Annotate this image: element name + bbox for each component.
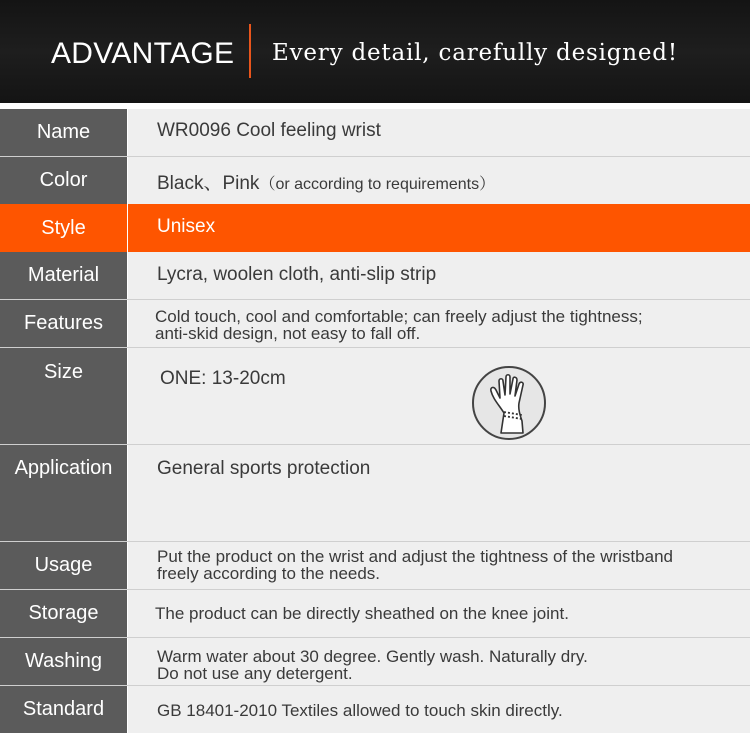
spec-value-text: Unisex [157,216,216,237]
spec-value-line: Cold touch, cool and comfortable; can freely adjust the tightness; [155,307,643,326]
spec-label [0,204,127,252]
spec-value-note: （or according to requirements） [259,176,496,193]
spec-label-text: Usage [34,554,93,576]
spec-value-text: Lycra, woolen cloth, anti-slip strip [157,264,437,285]
spec-row-color [0,157,750,204]
spec-label [0,590,127,637]
spec-value [128,348,750,444]
spec-value-line: Do not use any detergent. [157,664,353,683]
spec-value-line: anti-skid design, not easy to fall off. [155,324,421,343]
spec-value-line: Put the product on the wrist and adjust the tightness of the wristband [157,547,673,566]
spec-label [0,542,127,589]
spec-label [0,348,127,444]
spec-label [0,109,127,156]
spec-value-text: Black、Pink [157,173,260,194]
spec-value [128,157,750,204]
spec-value [128,445,750,541]
spec-value [128,300,750,347]
spec-row-features [0,300,750,347]
wrist-measure-icon [471,365,547,441]
spec-label-text: Standard [22,698,105,720]
spec-row-name [0,109,750,156]
spec-value-text: GB 18401-2010 Textiles allowed to touch skin directly. [157,701,563,720]
page-header [0,0,750,103]
spec-row-storage [0,590,750,637]
spec-label-text: Features [24,312,103,334]
spec-label-text: Name [36,121,91,143]
spec-value-text: General sports protection [157,458,371,479]
spec-row-material [0,252,750,299]
spec-label [0,300,127,347]
spec-value [128,590,750,637]
header-divider [249,24,251,78]
spec-label-text: Color [39,169,88,191]
spec-label [0,157,127,204]
spec-value [128,109,750,156]
spec-value-line: freely according to the needs. [157,564,381,583]
spec-value [128,204,750,252]
spec-value [128,638,750,685]
spec-label-text: Size [44,361,83,383]
spec-value [128,252,750,299]
page-tagline: Every detail, carefully designed! [272,40,678,66]
spec-label-text: Washing [24,650,103,672]
spec-value-text: The product can be directly sheathed on the knee joint. [155,604,569,623]
page-title: ADVANTAGE [51,37,235,70]
spec-label [0,445,127,541]
spec-row-usage [0,542,750,589]
spec-label-text: Style [41,217,86,239]
spec-label [0,252,127,299]
spec-label-text: Material [27,264,100,286]
spec-label [0,686,127,733]
spec-value [128,686,750,733]
spec-row-washing [0,638,750,685]
spec-row-application [0,445,750,541]
spec-value [128,542,750,589]
spec-value-text: WR0096 Cool feeling wrist [157,120,381,141]
spec-row-style [0,204,750,252]
spec-row-size [0,348,750,444]
spec-label-text: Application [14,457,113,479]
spec-value-line: Warm water about 30 degree. Gently wash. Naturally dry. [157,647,588,666]
spec-value-text: ONE: 13-20cm [160,368,286,389]
spec-label [0,638,127,685]
spec-label-text: Storage [28,602,99,624]
spec-row-standard [0,686,750,733]
